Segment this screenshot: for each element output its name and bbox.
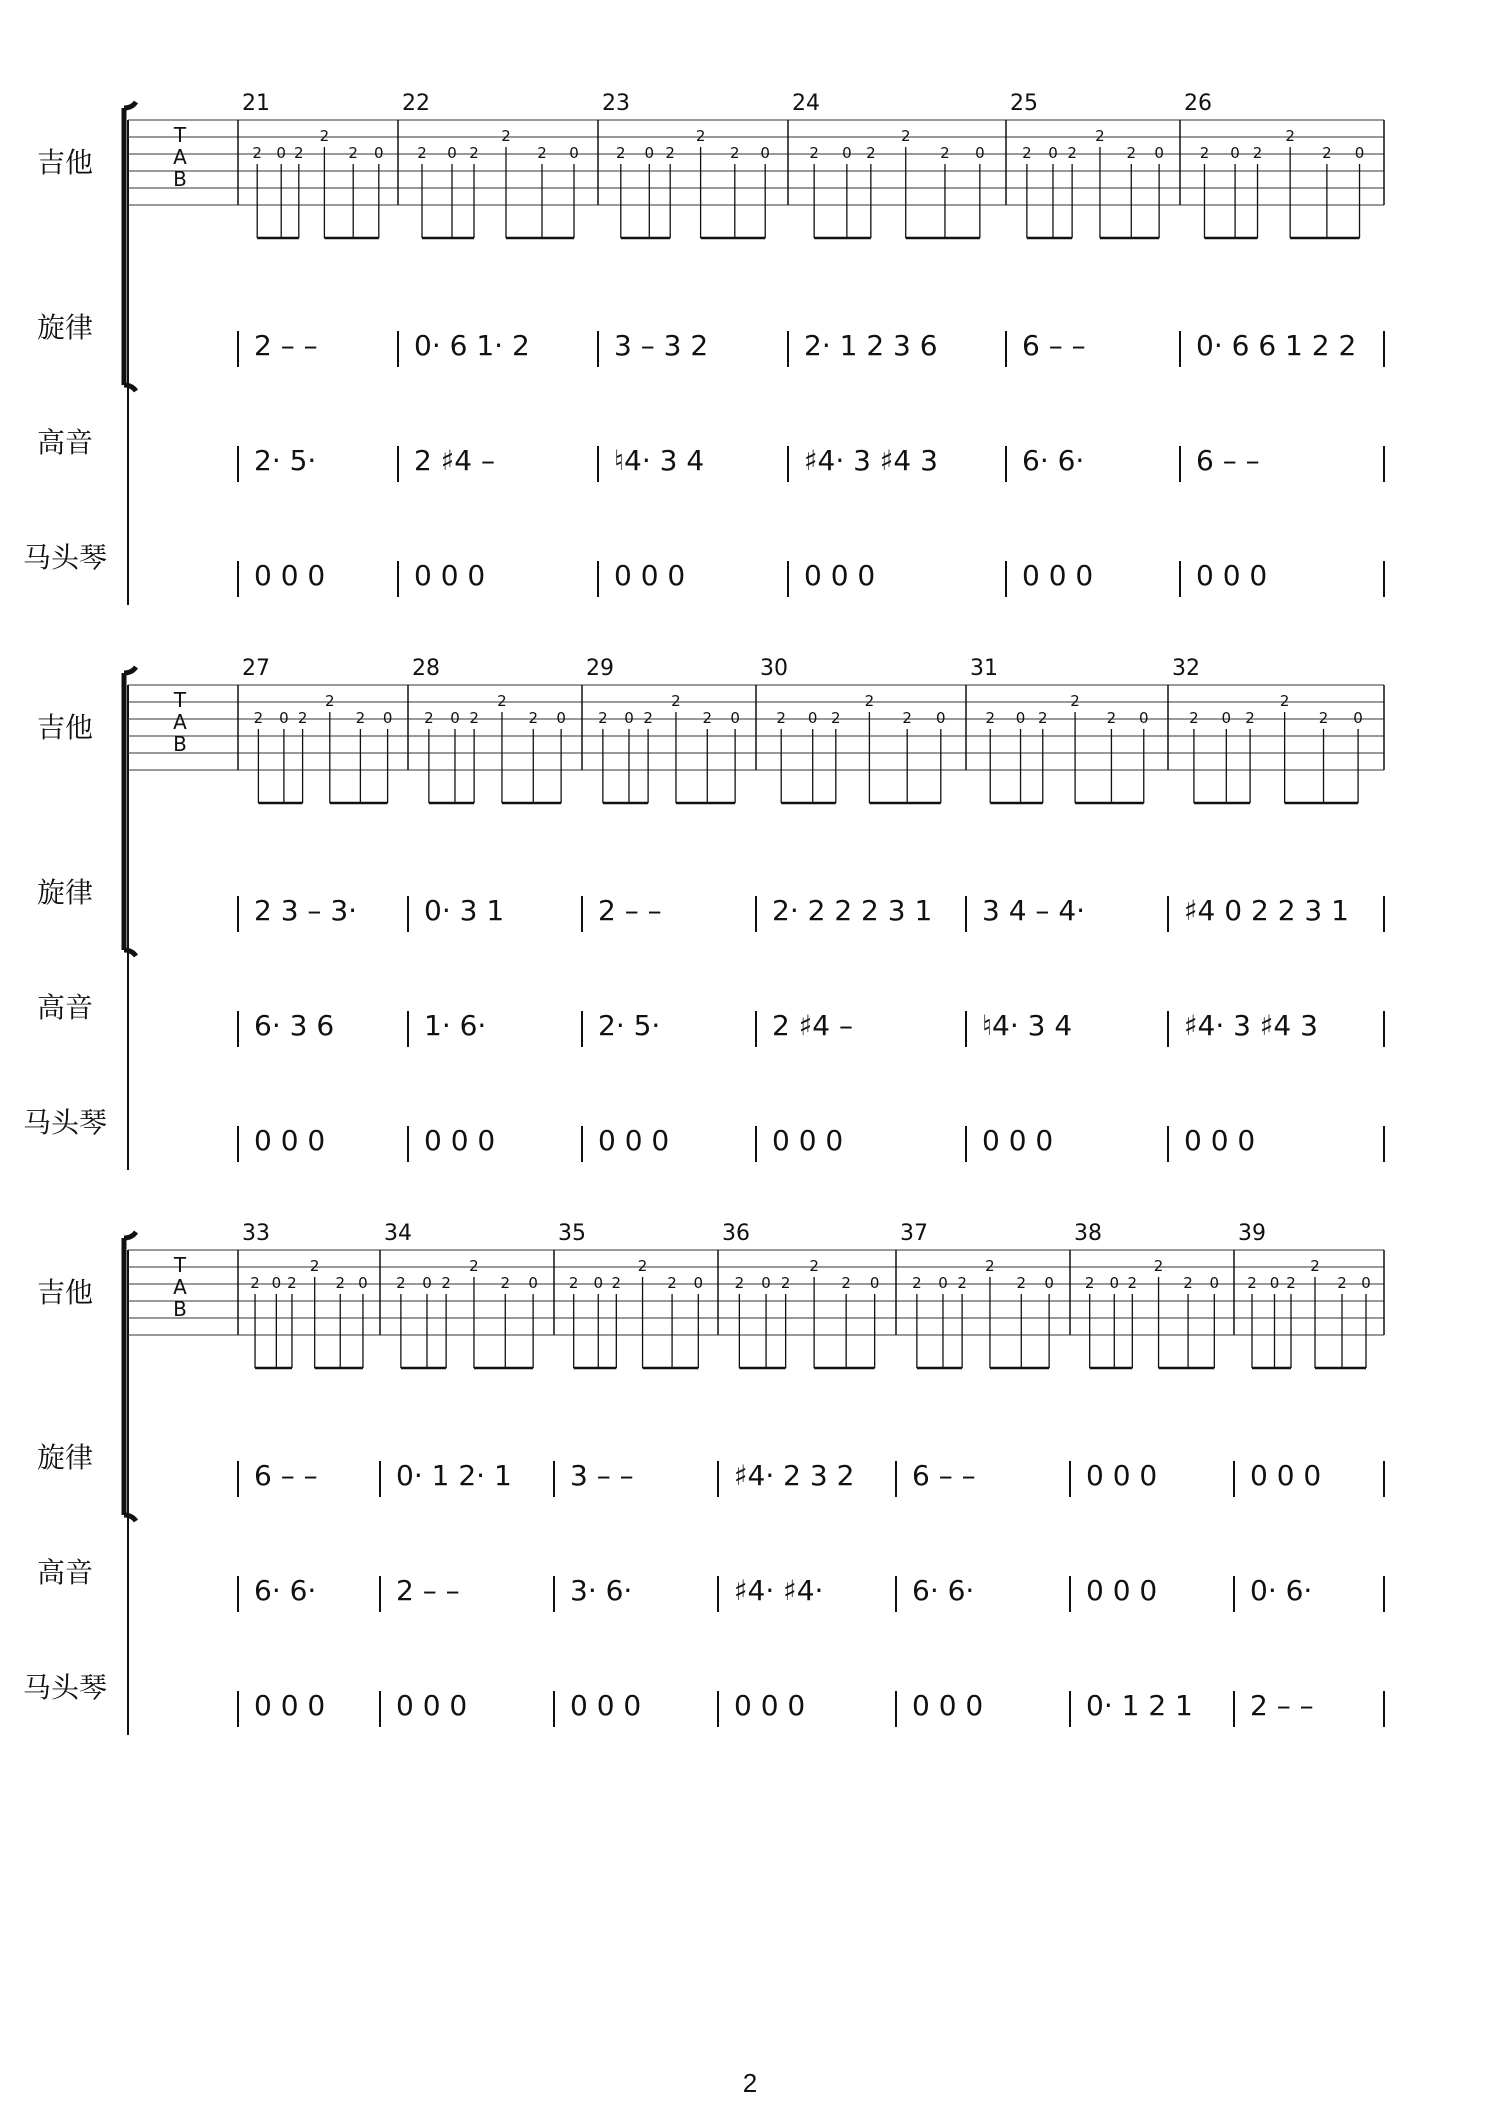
tab-fret-number: 2 [252, 144, 262, 162]
label-treble: 高音 [36, 1556, 94, 1589]
tab-fret-number: 0 [447, 144, 457, 162]
measure-number: 35 [558, 1221, 586, 1246]
matouqin-measure: 0 0 0 [734, 1689, 806, 1722]
tab-fret-number: 0 [1230, 144, 1240, 162]
melody-measure: 6 – – [254, 1459, 318, 1492]
measure-number: 38 [1074, 1221, 1102, 1246]
label-treble: 高音 [36, 991, 94, 1024]
tab-fret-number: 2 [469, 144, 479, 162]
treble-measure: 2· 5· [254, 444, 317, 477]
tab-fret-number: 0 [374, 144, 384, 162]
tab-fret-number: 2 [1016, 1274, 1027, 1292]
tab-fret-number: 2 [287, 1274, 297, 1292]
tab-clef-letter: T [173, 123, 187, 147]
tab-fret-number: 2 [864, 692, 875, 710]
treble-measure: 2 ♯4 – [772, 1009, 853, 1042]
tab-fret-number: 2 [616, 144, 626, 162]
treble-measure: 6· 3 6 [254, 1009, 335, 1042]
tab-fret-number: 0 [1044, 1274, 1054, 1292]
label-matouqin: 马头琴 [22, 1106, 108, 1139]
melody-measure: 6 – – [912, 1459, 976, 1492]
group-bracket [124, 102, 136, 391]
tab-fret-number: 2 [1153, 1257, 1164, 1275]
tab-fret-number: 0 [693, 1274, 704, 1292]
tab-fret-number: 2 [730, 144, 740, 162]
tab-fret-number: 2 [294, 144, 304, 162]
treble-measure: 6 – – [1196, 444, 1260, 477]
matouqin-measure: 0 0 0 [804, 559, 876, 592]
label-guitar: 吉他 [36, 711, 94, 744]
melody-measure: 2· 2 2 2 3 1 [772, 894, 933, 927]
tab-fret-number: 2 [985, 709, 996, 727]
tab-fret-number: 2 [568, 1274, 579, 1292]
melody-measure: 0· 6 6 1 2 2 [1196, 329, 1357, 362]
measure-number: 32 [1172, 656, 1200, 681]
tab-fret-number: 2 [841, 1274, 851, 1292]
tab-fret-number: 0 [528, 1274, 538, 1292]
matouqin-measure: 0· 1 2 1 [1086, 1689, 1193, 1722]
tab-fret-number: 0 [276, 144, 286, 162]
matouqin-measure: 0 0 0 [982, 1124, 1054, 1157]
treble-measure: ♯4· 3 ♯4 3 [1184, 1009, 1318, 1042]
treble-measure: 2· 5· [598, 1009, 661, 1042]
tab-fret-number: 2 [985, 1257, 995, 1275]
tab-fret-number: 2 [702, 709, 713, 727]
tab-fret-number: 2 [643, 709, 653, 727]
tab-fret-number: 2 [1310, 1257, 1320, 1275]
page-number: 2 [742, 2068, 758, 2098]
melody-measure: 6 – – [1022, 329, 1086, 362]
melody-measure: 0 0 0 [1086, 1459, 1158, 1492]
tab-fret-number: 2 [902, 709, 912, 727]
tab-fret-number: 0 [556, 709, 566, 727]
treble-measure: 1· 6· [424, 1009, 487, 1042]
tab-fret-number: 0 [593, 1274, 604, 1292]
treble-measure: ♮4· 3 4 [982, 1009, 1073, 1042]
tab-fret-number: 2 [537, 144, 547, 162]
measure-number: 25 [1010, 91, 1038, 116]
tab-fret-number: 2 [809, 144, 819, 162]
measure-number: 27 [242, 656, 270, 681]
tab-fret-number: 2 [348, 144, 358, 162]
tab-fret-number: 2 [598, 709, 608, 727]
tab-clef-letter: A [173, 1275, 187, 1299]
tab-fret-number: 2 [695, 127, 706, 145]
tab-fret-number: 0 [1154, 144, 1164, 162]
tab-fret-number: 0 [938, 1274, 948, 1292]
label-matouqin: 马头琴 [22, 541, 108, 574]
tab-clef-letter: A [173, 710, 187, 734]
group-bracket [124, 1232, 136, 1521]
treble-measure: 2 ♯4 – [414, 444, 495, 477]
tab-clef-letter: B [173, 167, 187, 191]
matouqin-measure: 0 0 0 [254, 1689, 326, 1722]
tab-fret-number: 2 [1286, 1274, 1296, 1292]
tab-fret-number: 2 [469, 1257, 479, 1275]
matouqin-measure: 0 0 0 [414, 559, 486, 592]
tab-fret-number: 2 [1127, 1274, 1138, 1292]
tab-fret-number: 2 [1245, 709, 1255, 727]
tab-fret-number: 2 [1247, 1274, 1257, 1292]
tab-fret-number: 0 [842, 144, 852, 162]
label-guitar: 吉他 [36, 1276, 94, 1309]
treble-measure: 6· 6· [1022, 444, 1085, 477]
melody-measure: ♯4· 2 3 2 [734, 1459, 855, 1492]
tab-fret-number: 0 [279, 709, 289, 727]
tab-fret-number: 0 [422, 1274, 432, 1292]
melody-measure: 3 – – [570, 1459, 634, 1492]
matouqin-measure: 0 0 0 [1196, 559, 1268, 592]
matouqin-measure: 0 0 0 [598, 1124, 670, 1157]
tab-fret-number: 2 [734, 1274, 745, 1292]
tab-fret-number: 0 [730, 709, 740, 727]
measure-number: 36 [722, 1221, 750, 1246]
tab-fret-number: 0 [1221, 709, 1232, 727]
tab-fret-number: 0 [382, 709, 393, 727]
measure-number: 21 [242, 91, 270, 116]
measure-number: 29 [586, 656, 614, 681]
tab-fret-number: 0 [1353, 709, 1363, 727]
tab-fret-number: 0 [761, 1274, 771, 1292]
score-system [23, 91, 1384, 605]
tab-fret-number: 0 [1269, 1274, 1280, 1292]
melody-measure: 0· 6 1· 2 [414, 329, 530, 362]
tab-clef-letter: A [173, 145, 187, 169]
label-treble: 高音 [36, 426, 94, 459]
matouqin-measure: 0 0 0 [254, 1124, 326, 1157]
tab-fret-number: 2 [780, 1274, 791, 1292]
tab-clef-letter: T [173, 1253, 187, 1277]
tab-fret-number: 2 [528, 709, 539, 727]
label-melody: 旋律 [36, 1441, 94, 1474]
matouqin-measure: 0 0 0 [254, 559, 326, 592]
tab-fret-number: 2 [1022, 144, 1032, 162]
matouqin-measure: 0 0 0 [1022, 559, 1094, 592]
matouqin-measure: 0 0 0 [772, 1124, 844, 1157]
tab-fret-number: 2 [866, 144, 876, 162]
treble-measure: 6· 6· [254, 1574, 317, 1607]
tab-fret-number: 2 [253, 709, 264, 727]
melody-measure: ♯4 0 2 2 3 1 [1184, 894, 1349, 927]
melody-measure: 2 3 – 3· [254, 894, 358, 927]
tab-fret-number: 2 [396, 1274, 406, 1292]
melody-measure: 3 – 3 2 [614, 329, 709, 362]
tab-fret-number: 0 [1048, 144, 1058, 162]
measure-number: 33 [242, 1221, 270, 1246]
treble-measure: ♯4· 3 ♯4 3 [804, 444, 938, 477]
group-bracket [124, 667, 136, 956]
measure-number: 31 [970, 656, 998, 681]
tab-fret-number: 2 [250, 1274, 260, 1292]
tab-fret-number: 2 [1189, 709, 1199, 727]
label-guitar: 吉他 [36, 146, 94, 179]
tab-fret-number: 0 [975, 144, 985, 162]
treble-measure: 0 0 0 [1086, 1574, 1158, 1607]
tab-fret-number: 2 [469, 709, 479, 727]
melody-measure: 2· 1 2 3 6 [804, 329, 938, 362]
treble-measure: ♯4· ♯4· [734, 1574, 824, 1607]
tab-fret-number: 2 [1337, 1274, 1347, 1292]
tab-fret-number: 2 [441, 1274, 451, 1292]
tab-fret-number: 2 [325, 692, 335, 710]
tab-fret-number: 2 [297, 709, 308, 727]
measure-number: 39 [1238, 1221, 1266, 1246]
matouqin-measure: 0 0 0 [396, 1689, 468, 1722]
tab-fret-number: 0 [1209, 1274, 1220, 1292]
tab-fret-number: 2 [900, 127, 911, 145]
tab-fret-number: 2 [957, 1274, 967, 1292]
tab-fret-number: 0 [869, 1274, 880, 1292]
tab-fret-number: 2 [1095, 127, 1105, 145]
tab-clef-letter: B [173, 732, 187, 756]
label-melody: 旋律 [36, 311, 94, 344]
melody-measure: 0 0 0 [1250, 1459, 1322, 1492]
tab-fret-number: 2 [1084, 1274, 1095, 1292]
tab-clef-letter: T [173, 688, 187, 712]
treble-measure: ♮4· 3 4 [614, 444, 705, 477]
tab-fret-number: 2 [424, 709, 434, 727]
tab-fret-number: 2 [319, 127, 330, 145]
melody-measure: 3 4 – 4· [982, 894, 1086, 927]
label-matouqin: 马头琴 [22, 1671, 108, 1704]
tab-fret-number: 2 [1070, 692, 1080, 710]
tab-fret-number: 2 [1322, 144, 1332, 162]
measure-number: 28 [412, 656, 440, 681]
melody-measure: 2 – – [598, 894, 662, 927]
treble-measure: 0· 6· [1250, 1574, 1313, 1607]
measure-number: 30 [760, 656, 788, 681]
tab-fret-number: 2 [1183, 1274, 1193, 1292]
matouqin-measure: 0 0 0 [614, 559, 686, 592]
melody-measure: 0· 3 1 [424, 894, 505, 927]
tab-fret-number: 2 [1106, 709, 1117, 727]
tab-fret-number: 0 [569, 144, 579, 162]
tab-fret-number: 0 [450, 709, 460, 727]
tab-fret-number: 0 [624, 709, 634, 727]
measure-number: 37 [900, 1221, 928, 1246]
label-melody: 旋律 [36, 876, 94, 909]
tab-fret-number: 0 [936, 709, 946, 727]
measure-number: 26 [1184, 91, 1212, 116]
treble-measure: 2 – – [396, 1574, 460, 1607]
tab-fret-number: 2 [1199, 144, 1210, 162]
tab-fret-number: 2 [417, 144, 427, 162]
tab-fret-number: 0 [1109, 1274, 1120, 1292]
tab-fret-number: 2 [1037, 709, 1048, 727]
treble-measure: 6· 6· [912, 1574, 975, 1607]
melody-measure: 2 – – [254, 329, 318, 362]
tab-fret-number: 2 [497, 692, 507, 710]
tab-fret-number: 2 [637, 1257, 648, 1275]
tab-fret-number: 2 [940, 144, 950, 162]
matouqin-measure: 0 0 0 [912, 1689, 984, 1722]
measure-number: 24 [792, 91, 820, 116]
melody-measure: 0· 1 2· 1 [396, 1459, 512, 1492]
tab-fret-number: 0 [1361, 1274, 1371, 1292]
tab-fret-number: 0 [271, 1274, 282, 1292]
tab-fret-number: 2 [667, 1274, 677, 1292]
tab-fret-number: 0 [644, 144, 655, 162]
tab-fret-number: 0 [807, 709, 818, 727]
tab-fret-number: 2 [611, 1274, 622, 1292]
tab-fret-number: 0 [1138, 709, 1149, 727]
tab-fret-number: 2 [1126, 144, 1137, 162]
tab-fret-number: 2 [335, 1274, 346, 1292]
tab-fret-number: 2 [1252, 144, 1263, 162]
tab-fret-number: 2 [501, 127, 511, 145]
tab-fret-number: 2 [809, 1257, 819, 1275]
score-system [23, 1221, 1384, 1735]
tab-fret-number: 0 [1015, 709, 1026, 727]
tab-fret-number: 2 [500, 1274, 511, 1292]
matouqin-measure: 2 – – [1250, 1689, 1314, 1722]
measure-number: 22 [402, 91, 430, 116]
tab-fret-number: 0 [358, 1274, 368, 1292]
tab-fret-number: 2 [1285, 127, 1295, 145]
measure-number: 23 [602, 91, 630, 116]
tab-fret-number: 2 [1067, 144, 1077, 162]
tab-fret-number: 2 [309, 1257, 320, 1275]
treble-measure: 3· 6· [570, 1574, 633, 1607]
tab-fret-number: 2 [671, 692, 681, 710]
matouqin-measure: 0 0 0 [570, 1689, 642, 1722]
tab-fret-number: 2 [665, 144, 675, 162]
tab-clef-letter: B [173, 1297, 187, 1321]
tab-fret-number: 2 [831, 709, 841, 727]
tab-fret-number: 0 [760, 144, 770, 162]
matouqin-measure: 0 0 0 [424, 1124, 496, 1157]
tab-fret-number: 2 [1318, 709, 1329, 727]
measure-number: 34 [384, 1221, 412, 1246]
tab-fret-number: 2 [355, 709, 366, 727]
tab-fret-number: 2 [912, 1274, 922, 1292]
tab-fret-number: 2 [1279, 692, 1290, 710]
matouqin-measure: 0 0 0 [1184, 1124, 1256, 1157]
score-system [23, 656, 1384, 1170]
tab-fret-number: 0 [1354, 144, 1365, 162]
tab-fret-number: 2 [776, 709, 786, 727]
